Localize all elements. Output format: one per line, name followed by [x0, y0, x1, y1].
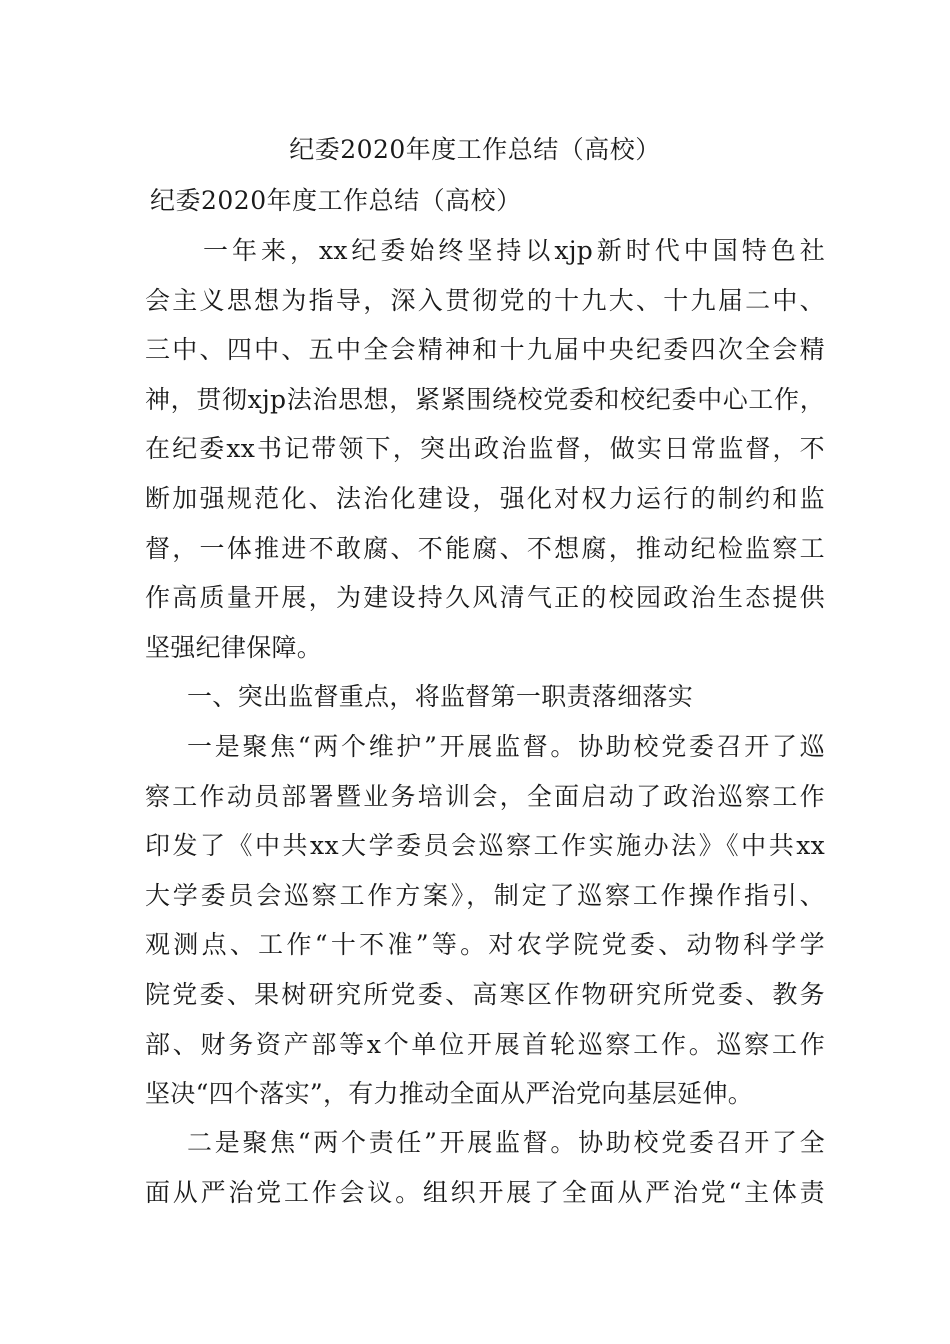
paragraph-line: 一是聚焦“两个维护”开展监督。协助校党委召开了巡	[187, 732, 825, 761]
paragraph-line: 部、财务资产部等x个单位开展首轮巡察工作。巡察工作	[145, 1029, 825, 1059]
paragraph-line: 一年来，xx纪委始终坚持以xjp新时代中国特色社	[203, 236, 825, 265]
paragraph-line: 会主义思想为指导，深入贯彻党的十九大、十九届二中、	[145, 285, 825, 315]
paragraph-intro	[145, 226, 825, 672]
paragraph-line: 察工作动员部署暨业务培训会，全面启动了政治巡察工作	[145, 781, 825, 811]
document-subtitle: 纪委2020年度工作总结（高校）	[150, 186, 522, 215]
paragraph-line: 督，一体推进不敢腐、不能腐、不想腐，推动纪检监察工	[145, 533, 825, 563]
paragraph-line: 大学委员会巡察工作方案》，制定了巡察工作操作指引、	[145, 880, 825, 910]
paragraph-line: 观测点、工作“十不准”等。对农学院党委、动物科学学	[145, 930, 825, 960]
paragraph-line: 坚决“四个落实”，有力推动全面从严治党向基层延伸。	[145, 1079, 754, 1109]
paragraph-line: 面从严治党工作会议。组织开展了全面从严治党“主体责	[145, 1177, 825, 1207]
section-heading-text: 一、突出监督重点，将监督第一职责落细落实	[187, 682, 694, 711]
section-heading	[145, 672, 825, 722]
paragraph-line: 作高质量开展，为建设持久风清气正的校园政治生态提供	[145, 583, 825, 613]
paragraph-line: 印发了《中共xx大学委员会巡察工作实施办法》《中共xx	[145, 831, 825, 861]
document-title: 纪委2020年度工作总结（高校）	[289, 135, 661, 164]
paragraph-line: 二是聚焦“两个责任”开展监督。协助校党委召开了全	[187, 1128, 825, 1157]
paragraph-line: 三中、四中、五中全会精神和十九届中央纪委四次全会精	[145, 335, 825, 365]
paragraph-line: 院党委、果树研究所党委、高寒区作物研究所党委、教务	[145, 979, 825, 1009]
paragraph-item-2	[145, 1118, 825, 1217]
paragraph-line: 在纪委xx书记带领下，突出政治监督，做实日常监督，不	[145, 434, 825, 464]
paragraph-line: 神，贯彻xjp法治思想，紧紧围绕校党委和校纪委中心工作，	[145, 384, 825, 414]
paragraph-item-1	[145, 722, 825, 1119]
paragraph-line: 坚强纪律保障。	[145, 632, 323, 662]
paragraph-line: 断加强规范化、法治化建设，强化对权力运行的制约和监	[145, 483, 825, 513]
